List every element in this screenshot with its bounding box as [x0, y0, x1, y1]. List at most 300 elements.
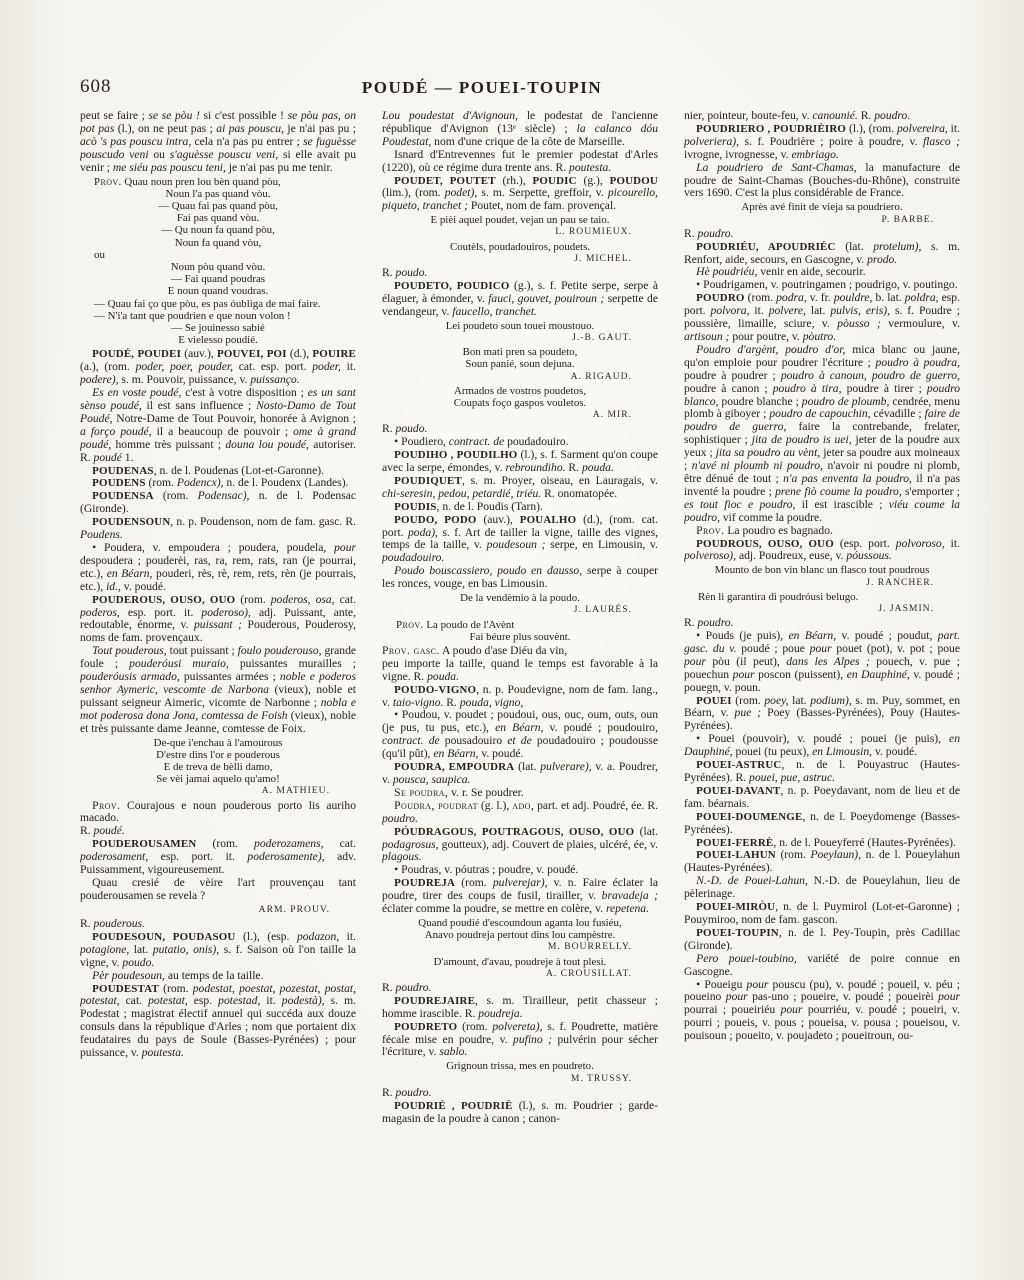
text-run: (rom.: [455, 876, 493, 890]
text-run: podra,: [776, 291, 807, 305]
text-run: La poudriero de Sant-Chamas,: [696, 160, 857, 174]
text-run: poder,: [312, 360, 341, 374]
text-run: (vieux), noble et très puissante dame Jeanne, comtesse de Foix.: [80, 708, 356, 735]
text-run: it.: [749, 304, 769, 318]
text-run: poda),: [408, 525, 438, 539]
text-run: , n. p. Poudevigne, nom de fam. lang., v.: [382, 682, 658, 709]
text-run: ou: [148, 147, 170, 161]
verse-line: [80, 237, 356, 249]
text-run: je n'ai pas pu ;: [283, 121, 356, 135]
text-run: pour: [684, 654, 706, 668]
text-run: polvere,: [768, 304, 806, 318]
text-run: podazon,: [296, 929, 340, 943]
paragraph: [382, 565, 658, 591]
text-run: v. n. Faire éclater la poudre, tirer des coups de fusil, tirailler, v.: [382, 876, 658, 903]
verse-block: [80, 737, 356, 798]
text-run: Es en voste poudé,: [92, 386, 182, 400]
entry-pouei-toupin: [684, 927, 960, 953]
text-run: Hè poudriéu,: [696, 265, 758, 279]
verse-attribution: [382, 226, 658, 238]
text-run: esp. port.: [684, 291, 960, 318]
text-run: Courajous e noun pouderous porto lis auriho macado.: [80, 798, 356, 825]
text-run: Lei poudeto soun touei moustouo.: [445, 319, 595, 332]
text-run: faire la contrebande, frelater, sophistiquer ;: [684, 420, 960, 447]
text-run: esp. port. it.: [148, 850, 248, 864]
verse-line: [80, 188, 356, 200]
text-run: puissantes murailles ;: [228, 657, 356, 671]
text-run: POUEI-DOUMENGE: [696, 810, 803, 823]
text-run: pouderóusi muraio,: [129, 657, 229, 671]
column-2: [382, 110, 658, 1265]
text-run: poudé ; poue: [736, 641, 810, 655]
text-run: pour: [809, 641, 832, 655]
text-run: J. JASMIN.: [878, 602, 934, 614]
paragraph: [684, 875, 960, 901]
entry-poudrejaire: [382, 995, 658, 1021]
text-run: Poudro d'argènt, poudro d'or,: [696, 342, 846, 356]
text-run: Podencx),: [176, 476, 224, 490]
text-run: POUDETO, POUDICO: [394, 279, 510, 292]
text-run: R.: [857, 110, 875, 122]
text-run: POUDO-VIGNO: [394, 683, 477, 696]
text-run: (esp. port.: [833, 536, 896, 550]
text-run: autoriser. R.: [80, 437, 356, 464]
text-run: it.: [339, 929, 356, 943]
text-run: s. f. Art de tailler la vigne, taille des vignes, temps de la taille, v.: [382, 525, 658, 552]
text-run: , n. p. Poeydavant, nom de lieu et de fam. béarnais.: [684, 783, 960, 810]
text-run: et de: [507, 734, 532, 748]
text-run: Quau cresié de vèire l'art prouvençau tant pouderousamen se revela ?: [80, 876, 356, 902]
text-run: serpe à couper les ronces, vouge, en bas Limousin.: [382, 564, 658, 591]
entry-pouei-astruc: [684, 759, 960, 785]
text-run: poudro.: [382, 811, 418, 825]
text-run: pouda, vigno,: [459, 695, 524, 709]
text-run: Fai béure plus souvènt.: [469, 630, 571, 643]
text-run: adj. Poudreux, euse, v.: [736, 549, 847, 563]
entry-poudensoun: [80, 516, 356, 542]
text-run: POUDENSOUN: [92, 516, 171, 529]
text-run: R.: [382, 980, 396, 994]
text-run: variété de poire connue en Gascogne.: [684, 951, 960, 978]
text-run: poudreja.: [478, 1006, 523, 1020]
text-run: POUDENS: [92, 477, 146, 490]
text-run: (rom.: [731, 693, 765, 707]
text-run: pouda.: [581, 461, 614, 475]
entry-poudiho: [382, 449, 658, 475]
text-run: pouet (pot), v. pot ; poue: [831, 641, 960, 655]
text-run: polvoroso,: [895, 536, 945, 550]
text-run: podestà),: [281, 994, 325, 1008]
text-run: • Poueigu: [696, 977, 747, 991]
text-run: R.: [80, 917, 94, 931]
text-run: serpette de vendangeur, v.: [382, 291, 658, 318]
text-run: Prov.: [92, 798, 121, 812]
text-run: acò 's pas pouscu intra,: [80, 134, 192, 148]
text-run: POUDIS: [394, 500, 437, 513]
text-run: J. MICHEL.: [574, 252, 632, 264]
text-run: ARM. PROUV.: [258, 903, 330, 915]
text-run: foulo pouderouso,: [237, 644, 322, 658]
verse-line: [382, 397, 658, 409]
page-number: 608: [80, 76, 112, 97]
verse-line: [80, 298, 356, 310]
text-run: R.: [684, 616, 698, 630]
entry-poudrieu: [684, 241, 960, 267]
text-run: PÓUDRAGOUS, POUTRAGOUS, OUSO, OUO: [394, 825, 635, 838]
text-run: plagous.: [382, 850, 422, 864]
verse-block: [382, 385, 658, 422]
text-run: pour: [746, 977, 769, 991]
text-run: (auv.),: [181, 347, 217, 361]
text-run: dans les Alpes ;: [786, 654, 870, 668]
verse-line: [80, 310, 356, 322]
text-run: poudro à poudra,: [875, 355, 960, 369]
text-run: putatio, onis),: [152, 942, 220, 956]
text-run: POUDREJAIRE: [394, 994, 476, 1007]
text-run: n. de l. Poueylahun (Hautes-Pyrénées).: [684, 848, 960, 875]
verse-block: [382, 619, 658, 643]
text-run: s. f. Poudrière ; poire à poudre, v.: [739, 134, 923, 148]
entry-poudo: [382, 514, 658, 566]
text-run: pouei (tu peux),: [732, 745, 813, 759]
paragraph: [684, 979, 960, 1044]
text-run: éclater comme la poudre, se mettre en colère, v.: [382, 902, 606, 916]
text-run: jita de poudro is uei,: [751, 433, 852, 447]
text-run: jeter de la poudre aux yeux ;: [684, 433, 960, 460]
text-run: v. fr.: [806, 291, 834, 305]
text-run: podere),: [80, 373, 119, 387]
text-run: v. poudé ; poudut,: [836, 629, 938, 643]
text-run: v. poudé.: [478, 747, 524, 761]
text-run: poudro à tira,: [772, 381, 842, 395]
text-run: Après avé finit de vieja sa poudriero.: [741, 201, 903, 214]
text-run: polvereira,: [897, 121, 948, 135]
text-run: D'estre dins l'or e pouderous: [156, 748, 280, 761]
text-run: peu importe la taille, quand le temps est favorable à la vigne. R.: [382, 656, 658, 683]
entry-poudreto: [382, 1021, 658, 1060]
text-run: E noun quand voudras.: [167, 285, 269, 298]
text-run: poderosamente),: [247, 850, 325, 864]
entry-pouei-davant: [684, 785, 960, 811]
text-run: esp.: [187, 994, 219, 1008]
verse-line: [80, 737, 356, 749]
verse-line: [80, 261, 356, 273]
verse-attribution: [382, 253, 658, 265]
text-run: • Poudera, v. empoudera ; poudera, poudela,: [92, 540, 335, 554]
text-run: il a beaucoup de pouvoir ;: [151, 424, 294, 438]
text-run: v. a. Poudrer, v.: [382, 760, 658, 786]
verse-line: [80, 334, 356, 346]
verse-line: [382, 917, 658, 929]
verse-line: [80, 749, 356, 761]
text-run: (l.), s. f. Sarment qu'on coupe avec la serpe, émondes, v.: [382, 448, 658, 475]
text-run: polvora,: [710, 304, 750, 318]
entry-pouderous: [80, 594, 356, 646]
text-run: lat.: [129, 942, 153, 956]
text-run: se se pòu !: [148, 110, 200, 122]
text-run: rebroundiho.: [505, 461, 566, 475]
verse-attribution: [80, 785, 356, 797]
verse-attribution: [382, 409, 658, 421]
text-run: N.-D. de Pouei-Lahun,: [696, 874, 808, 888]
verse-attribution: [684, 577, 960, 589]
text-run: podestat, poestat, pozestat, postat, potestat,: [80, 981, 356, 1008]
text-run: (g. l.),: [477, 798, 513, 812]
text-run: A. CROUSILLAT.: [545, 967, 632, 979]
text-run: POUIRE: [312, 348, 356, 361]
text-run: (rom.: [457, 1019, 493, 1033]
verse-line: [80, 212, 356, 224]
text-run: lat.: [788, 693, 811, 707]
text-run: ou: [94, 248, 105, 261]
text-run: poderos,: [80, 605, 120, 619]
verse-attribution: [382, 1073, 658, 1085]
text-run: Notre-Dame de Tout Pouvoir, honorée à Avignon ;: [112, 411, 356, 425]
text-run: Poeylaun),: [810, 848, 862, 862]
text-run: pour poutre, v.: [729, 330, 803, 343]
text-run: , n. de l. Pouyastruc (Hautes-Pyrénées). R.: [684, 758, 960, 784]
text-run: poderozamens,: [254, 837, 324, 851]
text-run: POUDRA, EMPOUDRA: [394, 761, 515, 774]
text-run: se pòu pas, on pot pas: [80, 110, 356, 135]
text-run: POUDREJA: [394, 877, 456, 890]
text-run: Prov.: [94, 175, 122, 188]
text-run: POUEI-LAHUN: [696, 849, 776, 862]
verse-attribution: [382, 604, 658, 616]
text-run: it.: [947, 121, 960, 135]
text-run: R.: [565, 461, 582, 475]
text-run: douna lou poudé,: [225, 437, 309, 451]
text-run: pousadouiro: [439, 734, 508, 748]
paragraph: [80, 110, 356, 175]
text-run: serpe, en Limousin, v.: [545, 538, 658, 552]
verse-line: [80, 285, 356, 297]
text-run: adv. Puissamment, vigoureusement.: [80, 850, 356, 877]
text-run: ado,: [512, 798, 535, 812]
text-run: pouech, v. pue ; pouechun: [684, 654, 960, 681]
page-title: POUDÉ — POUEI-TOUPIN: [361, 78, 603, 97]
text-run: s. f. Saison où l'on taille la vigne, v.: [80, 942, 356, 969]
text-run: R.: [382, 266, 396, 280]
verse-block: [382, 346, 658, 383]
text-run: (l.), s. m. Poudrier ; garde-magasin de la poudre à canon ; canon-: [382, 1098, 658, 1125]
text-run: faire de poudro de guerro,: [684, 407, 960, 434]
text-run: pulvis, eris),: [830, 304, 890, 318]
text-run: P. BARBE.: [881, 213, 934, 225]
text-run: , s. m. Proyer, oiseau, en Lauragais, v.: [461, 473, 658, 487]
text-run: POUDRIÉU, APOUDRIÉC: [696, 240, 836, 253]
entry-poudet: [382, 175, 658, 214]
text-run: polveriera),: [684, 134, 740, 148]
text-run: Se poudra,: [394, 785, 449, 799]
entry-poudeto: [382, 280, 658, 319]
text-run: v. poudé.: [120, 579, 166, 593]
text-run: part. gasc. du v.: [684, 629, 960, 655]
text-run: R.: [684, 226, 698, 240]
text-run: noble e poderos senhor Aymeric, vescomte de Narbona: [80, 670, 356, 696]
text-run: (d.),: [286, 347, 313, 361]
text-run: pour: [938, 990, 960, 1004]
entry-pouderousamen: [80, 838, 356, 877]
text-run: (rom.: [775, 848, 811, 862]
text-run: Quau noun pren lou bèn quand pòu,: [121, 175, 281, 188]
text-run: en Limousin,: [812, 745, 873, 759]
text-run: potestad,: [218, 994, 261, 1008]
text-run: Podensac),: [197, 489, 250, 503]
text-run: POUDESTAT: [92, 982, 159, 995]
text-run: cat.: [119, 994, 149, 1008]
text-run: esp. port. it.: [119, 605, 202, 619]
verse-line: [684, 201, 960, 213]
text-run: — Qu noun fa quand pòu,: [161, 224, 275, 237]
text-run: flasco ;: [922, 134, 960, 148]
text-run: sablo.: [439, 1045, 468, 1059]
text-run: pourriéu, v. poudé ; poueiri, v. pourri ; poueis, v. pous ; poueisa, v. pousa ; poueisou, v. pouisoun ; poueito, v. poujadeto ; poueitroun, ou-: [684, 1003, 960, 1043]
text-run: pour: [334, 540, 356, 554]
text-run: vif comme la poudre.: [719, 510, 823, 524]
verse-attribution: [382, 968, 658, 980]
text-run: poutesta.: [141, 1046, 184, 1060]
verse-block: [382, 917, 658, 954]
text-run: , n. de l. Poeydomenge (Basses-Pyrénées).: [684, 809, 960, 836]
verse-line: [382, 320, 658, 332]
text-run: n'avé ni ploumb ni poudro,: [691, 459, 823, 473]
text-run: polvereta),: [492, 1019, 543, 1033]
text-run: • Pouei (pouvoir), v. poudé ; pouei (je puis),: [696, 732, 950, 746]
entry-poudriero: [684, 123, 960, 162]
text-run: R.: [80, 824, 94, 838]
text-run: Prov.: [696, 523, 725, 537]
text-run: part. et adj. Poudré, ée. R.: [534, 798, 658, 812]
text-run: poudro.: [697, 616, 734, 630]
text-run: Poutet, nom de fam. provençal.: [467, 199, 617, 213]
text-run: au temps de la taille.: [164, 968, 264, 982]
text-run: cat. esp. port.: [233, 360, 313, 374]
text-run: potagione,: [80, 942, 130, 956]
text-run: A. MIR.: [592, 409, 632, 421]
text-run: • Poudras, v. póutras ; poudre, v. poudé.: [394, 863, 579, 877]
entry-poudrie: [382, 1100, 658, 1126]
text-run: , n. de l. Poudenas (Lot-et-Garonne).: [153, 463, 324, 477]
entry-poudo-vigno: [382, 684, 658, 710]
text-run: poder, poer, pouder,: [135, 360, 233, 374]
text-run: pour: [780, 1003, 803, 1017]
text-run: (lat.: [514, 760, 541, 774]
column-1: [80, 110, 356, 1265]
text-run: J. RANCHER.: [866, 576, 934, 588]
text-run: n. de l. Poudenx (Landes).: [223, 476, 349, 490]
text-run: despoudera ; pouderèi, ras, ra, rem, rats, ran (je pourrai, etc.),: [80, 553, 356, 580]
text-run: POUEI-MIRÒU: [696, 901, 776, 914]
text-run: s. m. Serpette, greffoir, v.: [477, 186, 608, 200]
text-run: la calanco dóu Poudestat,: [382, 121, 658, 148]
text-run: lat.: [805, 304, 831, 318]
text-run: it.: [944, 536, 960, 550]
text-run: poudadouiro.: [504, 435, 569, 449]
text-run: ivrogne, ivrognesse, v.: [684, 147, 792, 161]
verse-line: [80, 322, 356, 334]
text-run: — Se jouinesso sabié: [171, 321, 265, 334]
text-run: POUEI-TOUPIN: [696, 926, 779, 939]
text-run: Anavo poudreja pertout dins lou campèstre.: [424, 929, 616, 942]
text-run: POUEI-FERRÈ: [696, 836, 774, 849]
text-run: • Poudiero,: [394, 435, 449, 449]
verse-attribution: [382, 941, 658, 953]
verse-line: [382, 385, 658, 397]
text-run: poudre à tirer ;: [841, 381, 927, 395]
text-run: viéu coume la poudro,: [684, 497, 960, 524]
text-run: A poudo d'ase Diéu da vin,: [439, 643, 568, 657]
text-run: b. lat.: [872, 291, 905, 305]
text-run: poudro de ploumb,: [801, 394, 890, 408]
verse-block: [382, 214, 658, 238]
entry-pouei-lahun: [684, 849, 960, 875]
text-run: POUVEI, POI: [216, 348, 287, 361]
paragraph: [684, 733, 960, 759]
text-run: La poudro es bagnado.: [724, 523, 833, 537]
text-run: pulvérin pour sécher l'écriture, v.: [382, 1032, 658, 1059]
text-run: POUDEROUS, OUSO, OUO: [92, 593, 236, 606]
text-run: pulverare),: [540, 760, 592, 774]
text-run: L. ROUMIEUX.: [555, 226, 632, 238]
paragraph: [382, 110, 658, 149]
text-run: il n'a pas inventé la poudre ;: [684, 471, 960, 498]
text-run: il est sans influence ;: [141, 399, 257, 412]
text-run: venir en aide, secourir.: [757, 265, 866, 279]
text-run: je n'ai pas pu me tenir.: [225, 160, 333, 174]
text-run: taio-vigno.: [392, 695, 444, 709]
text-run: R.: [443, 695, 460, 709]
text-run: en Béarn,: [788, 629, 837, 643]
text-run: (rom.: [153, 489, 198, 503]
verse-block: [382, 956, 658, 980]
text-run: (rom.: [145, 476, 177, 490]
text-run: A. MATHIEU.: [261, 785, 330, 797]
text-run: Armados de vostros poudetos,: [454, 384, 586, 397]
text-run: pouderóusis armado,: [80, 670, 180, 684]
text-run: nobla e mot poderosa dona Jona, comtessa de Foish: [80, 695, 356, 722]
text-run: en Dauphiné,: [846, 667, 910, 681]
text-run: E pièi aquel poudet, vejan un pau se taio.: [430, 214, 610, 227]
text-run: il est irascible ;: [795, 497, 889, 511]
text-run: , n. p. Poudenson, nom de fam. gasc. R.: [170, 515, 356, 529]
verse-line: [382, 631, 658, 643]
text-run: POUDIC: [532, 174, 577, 187]
text-run: Noun pòu quand vòu.: [170, 260, 266, 273]
text-run: (vieux), noble et puissant seigneur Aimeric, vicomte de Narbonne ;: [80, 682, 356, 709]
text-run: poderos, osa,: [270, 592, 335, 606]
text-run: se fuguèsse pouscudo veni: [80, 134, 356, 161]
text-run: en Dauphiné,: [684, 732, 960, 759]
paragraph: [80, 387, 356, 464]
text-run: Poudra, poudrat: [394, 798, 478, 812]
text-run: , n. de l. Poudis (Tarn).: [436, 499, 543, 513]
text-run: podet),: [444, 186, 478, 200]
verse-attribution: [382, 371, 658, 383]
text-run: v. r. Se poudrer.: [448, 785, 524, 799]
text-run: E de treva de bèlli damo,: [163, 760, 273, 773]
text-run: ai pas pouscu,: [216, 121, 284, 135]
text-run: goutteux), adj. Couvert de plaies, ulcéré, ée, v.: [438, 837, 658, 851]
text-run: Prov. gasc.: [382, 643, 440, 657]
text-run: (rom.: [235, 592, 271, 606]
entry-poudro: [684, 292, 960, 344]
text-run: poudro à canoun, poudro de guerro,: [780, 368, 960, 382]
text-run: pue ;: [734, 706, 762, 720]
text-run: POUDRIERO , POUDRIÈIRO: [696, 122, 847, 135]
verse-attribution: [382, 332, 658, 344]
text-run: picourello, piqueto, tranchet ;: [382, 186, 658, 213]
